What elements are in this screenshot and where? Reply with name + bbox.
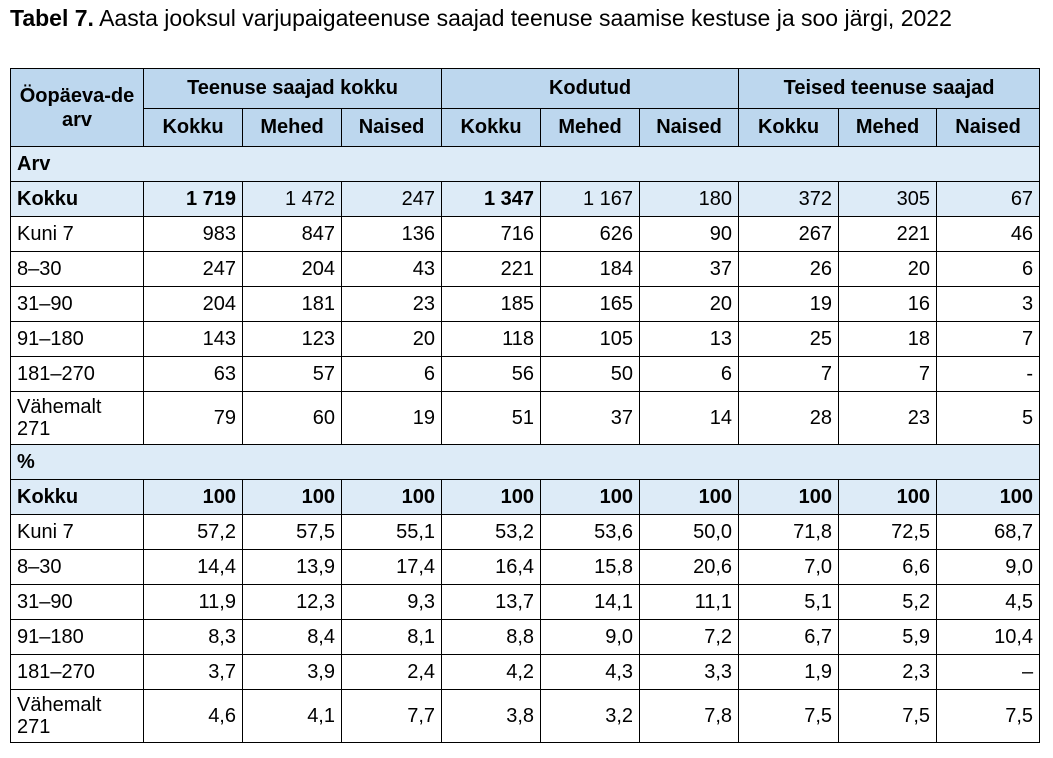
table-cell: 3,7 <box>144 655 243 690</box>
table-row <box>11 550 1040 585</box>
row-label: 181–270 <box>11 655 144 690</box>
header-sub: Mehed <box>839 109 937 147</box>
table-cell: 8,3 <box>144 620 243 655</box>
table-cell: 305 <box>839 182 937 217</box>
table-cell: 6 <box>640 357 739 392</box>
row-label: Kuni 7 <box>11 217 144 252</box>
row-label: Kokku <box>11 182 144 217</box>
table-cell: 7 <box>937 322 1040 357</box>
table-cell: - <box>937 357 1040 392</box>
header-sub: Mehed <box>541 109 640 147</box>
row-label: Kuni 7 <box>11 515 144 550</box>
table-cell: 626 <box>541 217 640 252</box>
table-cell: 11,9 <box>144 585 243 620</box>
table-cell: 15,8 <box>541 550 640 585</box>
table-row <box>11 515 1040 550</box>
table-cell: 3,2 <box>541 690 640 743</box>
header-corner: Öopäeva-de arv <box>11 69 144 147</box>
table-number: Tabel 7. <box>10 5 94 31</box>
table-cell: 118 <box>442 322 541 357</box>
table-cell: 3 <box>937 287 1040 322</box>
table-cell: 4,2 <box>442 655 541 690</box>
table-cell: 4,1 <box>243 690 342 743</box>
table-cell: 20 <box>640 287 739 322</box>
table-row <box>11 690 1040 743</box>
table-row <box>11 655 1040 690</box>
table-cell: 100 <box>442 480 541 515</box>
table-cell: 100 <box>243 480 342 515</box>
table-cell: 14 <box>640 392 739 445</box>
table-cell: 983 <box>144 217 243 252</box>
table-row <box>11 217 1040 252</box>
table-cell: 100 <box>541 480 640 515</box>
table-cell: 20 <box>839 252 937 287</box>
table-cell: 100 <box>342 480 442 515</box>
table-cell: 4,5 <box>937 585 1040 620</box>
table-cell: 19 <box>739 287 839 322</box>
table-cell: 1 167 <box>541 182 640 217</box>
table-cell: 20,6 <box>640 550 739 585</box>
row-label: Vähemalt 271 <box>11 392 144 445</box>
table-caption: Aasta jooksul varjupaigateenuse saajad teenuse saamise kestuse ja soo järgi, 2022 <box>99 5 952 31</box>
header-sub: Naised <box>937 109 1040 147</box>
table-cell: 57,2 <box>144 515 243 550</box>
table-cell: 90 <box>640 217 739 252</box>
table-cell: 14,4 <box>144 550 243 585</box>
table-cell: 2,4 <box>342 655 442 690</box>
table-cell: 7 <box>739 357 839 392</box>
header-sub: Kokku <box>144 109 243 147</box>
table-row <box>11 620 1040 655</box>
table-cell: 1 472 <box>243 182 342 217</box>
row-label: 31–90 <box>11 585 144 620</box>
table-cell: – <box>937 655 1040 690</box>
row-label: Vähemalt 271 <box>11 690 144 743</box>
table-cell: 11,1 <box>640 585 739 620</box>
table-cell: 13 <box>640 322 739 357</box>
table-cell: 79 <box>144 392 243 445</box>
table-cell: 4,3 <box>541 655 640 690</box>
row-label: 8–30 <box>11 550 144 585</box>
table-cell: 7,5 <box>739 690 839 743</box>
table-cell: 847 <box>243 217 342 252</box>
table-cell: 53,2 <box>442 515 541 550</box>
section-row <box>11 445 1040 480</box>
row-label: 31–90 <box>11 287 144 322</box>
table-cell: 43 <box>342 252 442 287</box>
table-cell: 57 <box>243 357 342 392</box>
row-label: 181–270 <box>11 357 144 392</box>
table-cell: 67 <box>937 182 1040 217</box>
table-cell: 46 <box>937 217 1040 252</box>
table-cell: 50 <box>541 357 640 392</box>
table-cell: 13,9 <box>243 550 342 585</box>
table-cell: 7,0 <box>739 550 839 585</box>
table-cell: 7,5 <box>937 690 1040 743</box>
section-row <box>11 147 1040 182</box>
table-cell: 12,3 <box>243 585 342 620</box>
table-cell: 9,3 <box>342 585 442 620</box>
table-title <box>10 4 1040 32</box>
header-group: Teenuse saajad kokku <box>144 69 442 109</box>
table-cell: 5 <box>937 392 1040 445</box>
table-cell: 23 <box>839 392 937 445</box>
table-cell: 26 <box>739 252 839 287</box>
table-cell: 100 <box>839 480 937 515</box>
total-row <box>11 182 1040 217</box>
table-cell: 181 <box>243 287 342 322</box>
header-sub: Mehed <box>243 109 342 147</box>
table-cell: 18 <box>839 322 937 357</box>
table-cell: 63 <box>144 357 243 392</box>
table-cell: 247 <box>342 182 442 217</box>
table-cell: 267 <box>739 217 839 252</box>
table-cell: 14,1 <box>541 585 640 620</box>
header-group: Teised teenuse saajad <box>739 69 1040 109</box>
table-cell: 4,6 <box>144 690 243 743</box>
total-row <box>11 480 1040 515</box>
table-cell: 372 <box>739 182 839 217</box>
table-row <box>11 585 1040 620</box>
table-cell: 3,8 <box>442 690 541 743</box>
table-row <box>11 392 1040 445</box>
table-cell: 8,8 <box>442 620 541 655</box>
table-cell: 6 <box>937 252 1040 287</box>
table-cell: 7,5 <box>839 690 937 743</box>
table-cell: 7,7 <box>342 690 442 743</box>
row-label: 91–180 <box>11 620 144 655</box>
table-cell: 68,7 <box>937 515 1040 550</box>
table-cell: 7,2 <box>640 620 739 655</box>
table-cell: 3,9 <box>243 655 342 690</box>
table-cell: 16,4 <box>442 550 541 585</box>
row-label: 91–180 <box>11 322 144 357</box>
table-cell: 37 <box>640 252 739 287</box>
header-sub: Kokku <box>442 109 541 147</box>
table-cell: 7 <box>839 357 937 392</box>
table-cell: 204 <box>243 252 342 287</box>
table-row <box>11 252 1040 287</box>
table-cell: 55,1 <box>342 515 442 550</box>
table-cell: 16 <box>839 287 937 322</box>
table-cell: 60 <box>243 392 342 445</box>
table-cell: 8,1 <box>342 620 442 655</box>
table-cell: 72,5 <box>839 515 937 550</box>
table-row <box>11 322 1040 357</box>
table-cell: 3,3 <box>640 655 739 690</box>
header-sub: Naised <box>640 109 739 147</box>
header-sub: Naised <box>342 109 442 147</box>
table-cell: 6,6 <box>839 550 937 585</box>
table-cell: 716 <box>442 217 541 252</box>
table-cell: 100 <box>937 480 1040 515</box>
header-group: Kodutud <box>442 69 739 109</box>
table-cell: 100 <box>640 480 739 515</box>
row-label: Kokku <box>11 480 144 515</box>
table-cell: 1 719 <box>144 182 243 217</box>
table-cell: 5,9 <box>839 620 937 655</box>
table-cell: 56 <box>442 357 541 392</box>
table-cell: 5,1 <box>739 585 839 620</box>
table-cell: 25 <box>739 322 839 357</box>
table-cell: 221 <box>442 252 541 287</box>
table-cell: 143 <box>144 322 243 357</box>
table-cell: 165 <box>541 287 640 322</box>
table-cell: 123 <box>243 322 342 357</box>
table-cell: 51 <box>442 392 541 445</box>
table-cell: 105 <box>541 322 640 357</box>
table-cell: 100 <box>739 480 839 515</box>
table-cell: 37 <box>541 392 640 445</box>
table-cell: 71,8 <box>739 515 839 550</box>
header-sub: Kokku <box>739 109 839 147</box>
table-cell: 1,9 <box>739 655 839 690</box>
table-cell: 1 347 <box>442 182 541 217</box>
table-cell: 185 <box>442 287 541 322</box>
table-cell: 13,7 <box>442 585 541 620</box>
table-cell: 221 <box>839 217 937 252</box>
table-cell: 9,0 <box>541 620 640 655</box>
table-cell: 20 <box>342 322 442 357</box>
table-cell: 204 <box>144 287 243 322</box>
table-cell: 2,3 <box>839 655 937 690</box>
section-label: Arv <box>11 147 1040 182</box>
table-cell: 10,4 <box>937 620 1040 655</box>
table-cell: 136 <box>342 217 442 252</box>
table-cell: 5,2 <box>839 585 937 620</box>
table-cell: 17,4 <box>342 550 442 585</box>
table-cell: 50,0 <box>640 515 739 550</box>
table-cell: 19 <box>342 392 442 445</box>
table-cell: 28 <box>739 392 839 445</box>
table-cell: 53,6 <box>541 515 640 550</box>
table-body <box>11 147 1040 743</box>
table-cell: 7,8 <box>640 690 739 743</box>
table-cell: 8,4 <box>243 620 342 655</box>
table-cell: 9,0 <box>937 550 1040 585</box>
table-cell: 23 <box>342 287 442 322</box>
table-cell: 100 <box>144 480 243 515</box>
data-table <box>10 68 1040 743</box>
table-cell: 184 <box>541 252 640 287</box>
table-cell: 57,5 <box>243 515 342 550</box>
section-label: % <box>11 445 1040 480</box>
table-cell: 247 <box>144 252 243 287</box>
table-cell: 6,7 <box>739 620 839 655</box>
row-label: 8–30 <box>11 252 144 287</box>
table-cell: 180 <box>640 182 739 217</box>
table-cell: 6 <box>342 357 442 392</box>
table-row <box>11 287 1040 322</box>
table-row <box>11 357 1040 392</box>
